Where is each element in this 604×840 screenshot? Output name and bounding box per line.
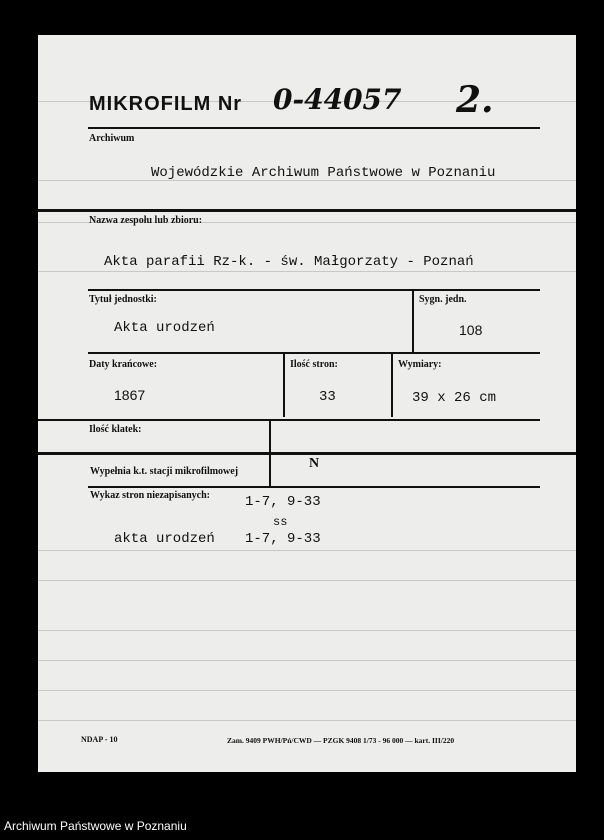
form-code: NDAP - 10 xyxy=(81,735,118,744)
divider xyxy=(88,352,540,354)
divider xyxy=(88,127,540,129)
collection-label: Nazwa zespołu lub zbioru: xyxy=(89,215,203,226)
unwritten-line2-label: akta urodzeń xyxy=(114,531,215,547)
image-caption: Archiwum Państwowe w Poznaniu xyxy=(4,819,187,833)
divider xyxy=(38,419,540,421)
dimensions-label: Wymiary: xyxy=(398,359,442,370)
station-value: N xyxy=(309,456,320,471)
divider xyxy=(391,353,393,417)
sheet-number: 2. xyxy=(456,79,494,121)
unwritten-line2-value: 1-7, 9-33 xyxy=(245,531,321,547)
divider xyxy=(88,486,540,488)
dates-label: Daty krańcowe: xyxy=(89,359,158,370)
card-title: MIKROFILM Nr xyxy=(89,93,243,115)
print-info: Zam. 9409 PWH/Pń/CWD — PZGK 9408 1/73 - 96 000 — kart. III/220 xyxy=(227,736,455,745)
divider xyxy=(283,353,285,417)
divider xyxy=(38,209,576,212)
divider xyxy=(412,289,414,353)
pages-label: Ilość stron: xyxy=(290,359,338,370)
signature-label: Sygn. jedn. xyxy=(419,294,467,305)
divider xyxy=(38,452,576,455)
unit-title-value: Akta urodzeń xyxy=(114,320,215,336)
dimensions-value: 39 x 26 cm xyxy=(412,390,497,406)
frames-label: Ilość klatek: xyxy=(89,424,142,435)
unwritten-pages-label: Wykaz stron niezapisanych: xyxy=(90,490,211,501)
station-label: Wypełnia k.t. stacji mikrofilmowej xyxy=(90,466,239,477)
divider xyxy=(88,289,540,291)
microfilm-card xyxy=(38,35,576,772)
unit-title-label: Tytuł jednostki: xyxy=(89,294,157,305)
signature-value: 108 xyxy=(459,322,483,338)
collection-value: Akta parafii Rz-k. - św. Małgorzaty - Poznań xyxy=(104,254,474,270)
unwritten-pages-value: 1-7, 9-33 xyxy=(245,494,321,510)
pages-value: 33 xyxy=(319,389,336,405)
dates-value: 1867 xyxy=(114,387,146,403)
film-number: 0-44057 xyxy=(273,83,402,116)
archive-value: Wojewódzkie Archiwum Państwowe w Poznaniu xyxy=(151,165,496,181)
unwritten-note: ss xyxy=(273,515,288,529)
archive-label: Archiwum xyxy=(89,133,135,144)
